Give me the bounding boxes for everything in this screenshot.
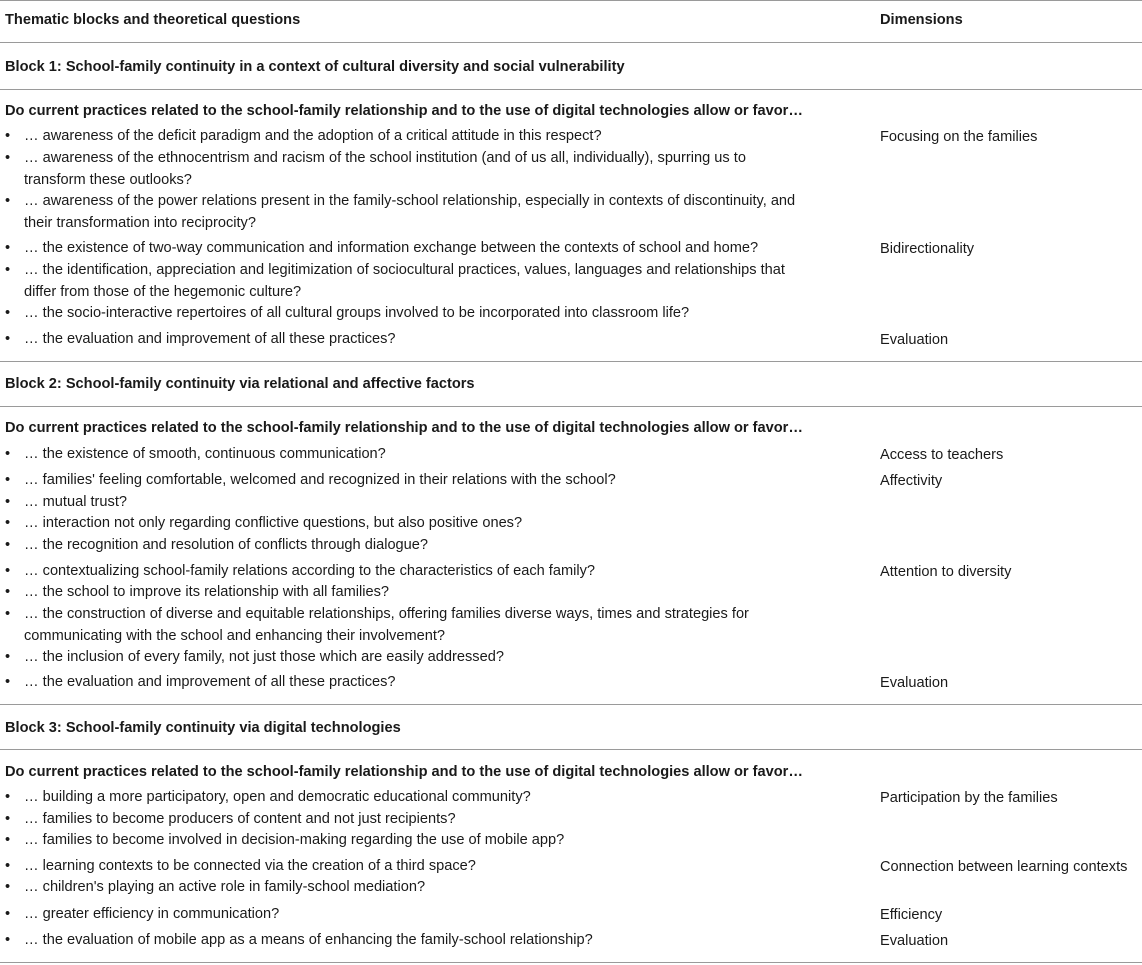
list-item: • … awareness of the power relations present in the family-school relationship, especially in contexts of discontinuity, and their transformation into reciprocity?: [5, 193, 796, 231]
block-2-end-rule: [0, 704, 1142, 705]
block-1-question: Do current practices related to the school-family relationship and to the use of digital technologies allow or favor…: [5, 103, 803, 119]
block-2-title-rule: [0, 406, 1142, 407]
dimension-label: Participation by the families: [880, 790, 1058, 806]
list-item: • … the evaluation of mobile app as a means of enhancing the family-school relationship?: [5, 932, 593, 948]
list-item: • … the existence of smooth, continuous communication?: [5, 446, 386, 462]
dimension-label: Evaluation: [880, 933, 949, 949]
list-item: • … interaction not only regarding conflictive questions, but also positive ones?: [5, 515, 523, 531]
dimension-label: Affectivity: [880, 473, 943, 489]
block-1-title-rule: [0, 89, 1142, 90]
list-item: • … children's playing an active role in family-school mediation?: [5, 879, 426, 895]
header-col-dimensions: Dimensions: [880, 12, 963, 28]
block-2-question: Do current practices related to the school-family relationship and to the use of digital technologies allow or favor…: [5, 420, 803, 436]
list-item: • … the recognition and resolution of conflicts through dialogue?: [5, 537, 429, 553]
dimension-label: Efficiency: [880, 907, 943, 923]
dimension-label: Evaluation: [880, 332, 949, 348]
list-item: • … the construction of diverse and equitable relationships, offering families diverse ways, times and strategies for communicating with the school and enhancing their involvement?: [5, 606, 749, 644]
dimension-label: Connection between learning contexts: [880, 859, 1128, 875]
list-item: • … contextualizing school-family relations according to the characteristics of each family?: [5, 563, 596, 579]
list-item: • … the socio-interactive repertoires of all cultural groups involved to be incorporated into classroom life?: [5, 305, 690, 321]
dimension-label: Bidirectionality: [880, 241, 975, 257]
list-item: • … families' feeling comfortable, welcomed and recognized in their relations with the school?: [5, 472, 616, 488]
list-item: • … the identification, appreciation and legitimization of sociocultural practices, values, languages and relationships that differ from those of the hegemonic culture?: [5, 262, 785, 300]
dimension-label: Attention to diversity: [880, 564, 1012, 580]
list-item: • … the school to improve its relationship with all families?: [5, 584, 390, 600]
list-item: • … the evaluation and improvement of all these practices?: [5, 674, 396, 690]
list-item: • … the existence of two-way communication and information exchange between the contexts of school and home?: [5, 240, 759, 256]
top-rule: [0, 0, 1142, 1]
block-3-title-rule: [0, 749, 1142, 750]
list-item: • … greater efficiency in communication?: [5, 906, 280, 922]
block-1-title: Block 1: School-family continuity in a context of cultural diversity and social vulnerability: [5, 59, 625, 75]
list-item: • … awareness of the ethnocentrism and racism of the school institution (and of us all, individually), spurring us to transform these outlooks?: [5, 150, 746, 188]
dimension-label: Evaluation: [880, 675, 949, 691]
list-item: • … the inclusion of every family, not just those which are easily addressed?: [5, 649, 504, 665]
list-item: • … awareness of the deficit paradigm and the adoption of a critical attitude in this respect?: [5, 128, 602, 144]
bottom-rule: [0, 962, 1142, 963]
list-item: • … families to become involved in decision-making regarding the use of mobile app?: [5, 832, 565, 848]
header-col-questions: Thematic blocks and theoretical questions: [5, 12, 301, 28]
list-item: • … the evaluation and improvement of all these practices?: [5, 331, 396, 347]
block-3-title: Block 3: School-family continuity via digital technologies: [5, 720, 401, 736]
header-rule: [0, 42, 1142, 43]
list-item: • … families to become producers of content and not just recipients?: [5, 811, 456, 827]
block-2-title: Block 2: School-family continuity via relational and affective factors: [5, 376, 475, 392]
list-item: • … building a more participatory, open and democratic educational community?: [5, 789, 531, 805]
block-1-end-rule: [0, 361, 1142, 362]
list-item: • … learning contexts to be connected via the creation of a third space?: [5, 858, 476, 874]
dimension-label: Access to teachers: [880, 447, 1004, 463]
block-3-question: Do current practices related to the school-family relationship and to the use of digital technologies allow or favor…: [5, 764, 803, 780]
list-item: • … mutual trust?: [5, 494, 128, 510]
dimension-label: Focusing on the families: [880, 129, 1038, 145]
